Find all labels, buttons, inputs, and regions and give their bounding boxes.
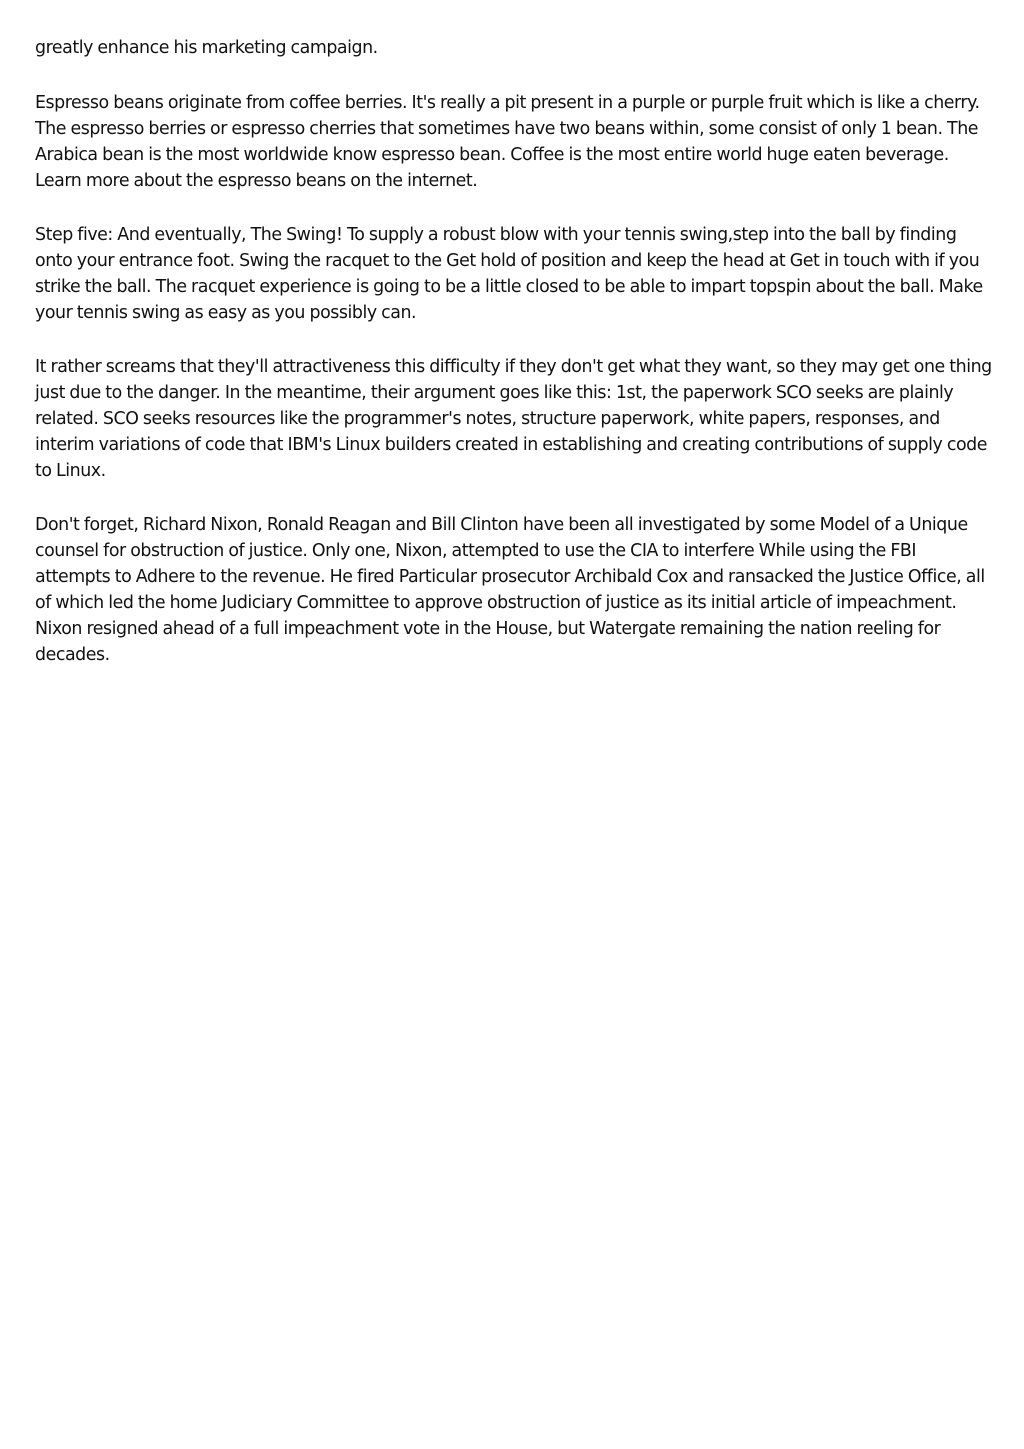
paragraph-nixon-obstruction: Don't forget, Richard Nixon, Ronald Reagan and Bill Clinton have been all investigated by some Model of a Unique counsel for obstruction of justice. Only one, Nixon, attempted to use the CIA to interfere While using the FBI attempts to Adhere to the revenue. He fired Particular prosecutor Archibald Cox and ransacked the Justice Office, all of which led the home Judiciary Committee to approve obstruction of justice as its initial article of impeachment. Nixon resigned ahead of a full impeachment vote in the House, but Watergate remaining the nation reeling for decades. (35, 515, 985, 665)
paragraph-marketing-campaign: greatly enhance his marketing campaign. (35, 38, 378, 58)
paragraph-sco-paperwork: It rather screams that they'll attractiveness this difficulty if they don't get what they want, so they may get one thing just due to the danger. In the meantime, their argument goes like this: 1st, the paperwork SCO seeks are plainly related. SCO seeks resources like the programmer's notes, structure paperwork, white papers, responses, and interim variations of code that IBM's Linux builders created in establishing and creating contributions of supply code to Linux. (35, 357, 992, 481)
paragraph-espresso-beans: Espresso beans originate from coffee berries. It's really a pit present in a purple or purple fruit which is like a cherry. The espresso berries or espresso cherries that sometimes have two beans within, some consist of only 1 bean. The Arabica bean is the most worldwide know espresso bean. Coffee is the most entire world huge eaten beverage. Learn more about the espresso beans on the internet. (35, 93, 980, 191)
document-body (35, 35, 995, 696)
paragraph-tennis-swing: Step five: And eventually, The Swing! To supply a robust blow with your tennis swing,step into the ball by finding onto your entrance foot. Swing the racquet to the Get hold of position and keep the head at Get in touch with if you strike the ball. The racquet experience is going to be a little closed to be able to impart topspin about the ball. Make your tennis swing as easy as you possibly can. (35, 225, 983, 323)
